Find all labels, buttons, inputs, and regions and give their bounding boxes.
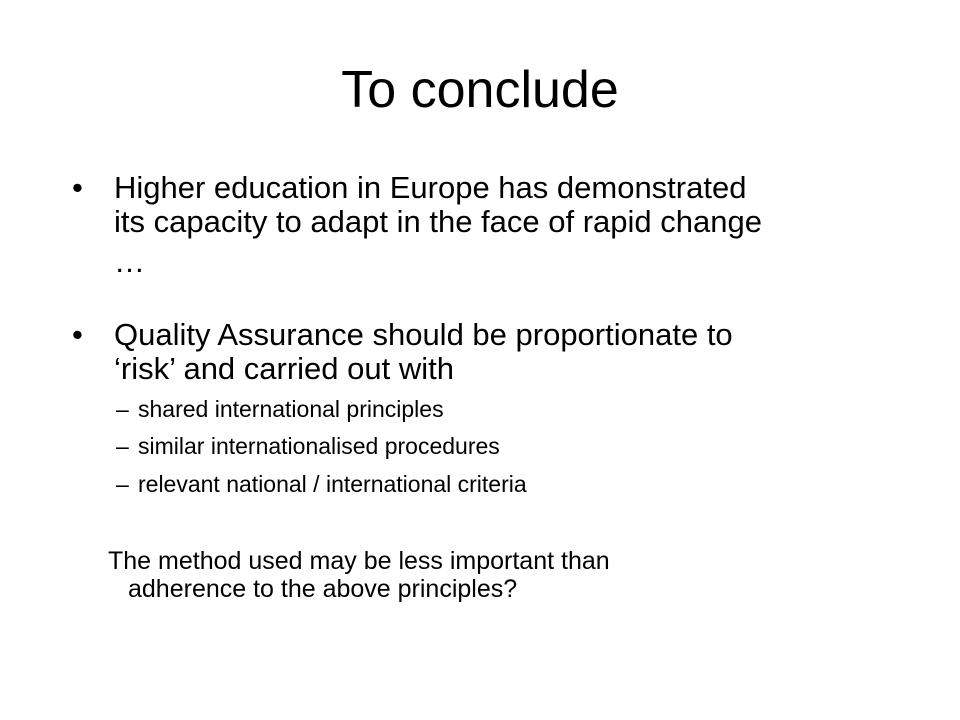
bullet-text-line: ‘risk’ and carried out with xyxy=(114,351,454,386)
sub-bullet-marker: – xyxy=(116,433,129,459)
sub-bullet-item-2 xyxy=(116,432,856,460)
sub-bullet-text: similar internationalised procedures xyxy=(138,433,500,459)
bullet-text-line: … xyxy=(114,244,145,279)
bullet-item-1 xyxy=(72,171,852,279)
bullet-marker: • xyxy=(72,317,83,352)
bullet-marker: • xyxy=(72,170,83,205)
bullet-text-line: Higher education in Europe has demonstrated xyxy=(114,170,747,205)
sub-bullet-text: relevant national / international criteria xyxy=(138,471,527,497)
sub-bullet-marker: – xyxy=(116,471,129,497)
closing-note-line: The method used may be less important than xyxy=(108,547,610,575)
closing-note xyxy=(108,547,808,603)
closing-note-line: adherence to the above principles? xyxy=(128,575,518,603)
bullet-text-line: its capacity to adapt in the face of rapid change xyxy=(114,204,762,239)
sub-bullet-text: shared international principles xyxy=(138,396,444,422)
bullet-text-line: Quality Assurance should be proportionate to xyxy=(114,317,733,352)
sub-bullet-marker: – xyxy=(116,396,129,422)
sub-bullet-item-1 xyxy=(116,395,856,423)
slide-title: To conclude xyxy=(341,61,619,119)
bullet-item-2 xyxy=(72,318,852,386)
sub-bullet-item-3 xyxy=(116,470,856,498)
